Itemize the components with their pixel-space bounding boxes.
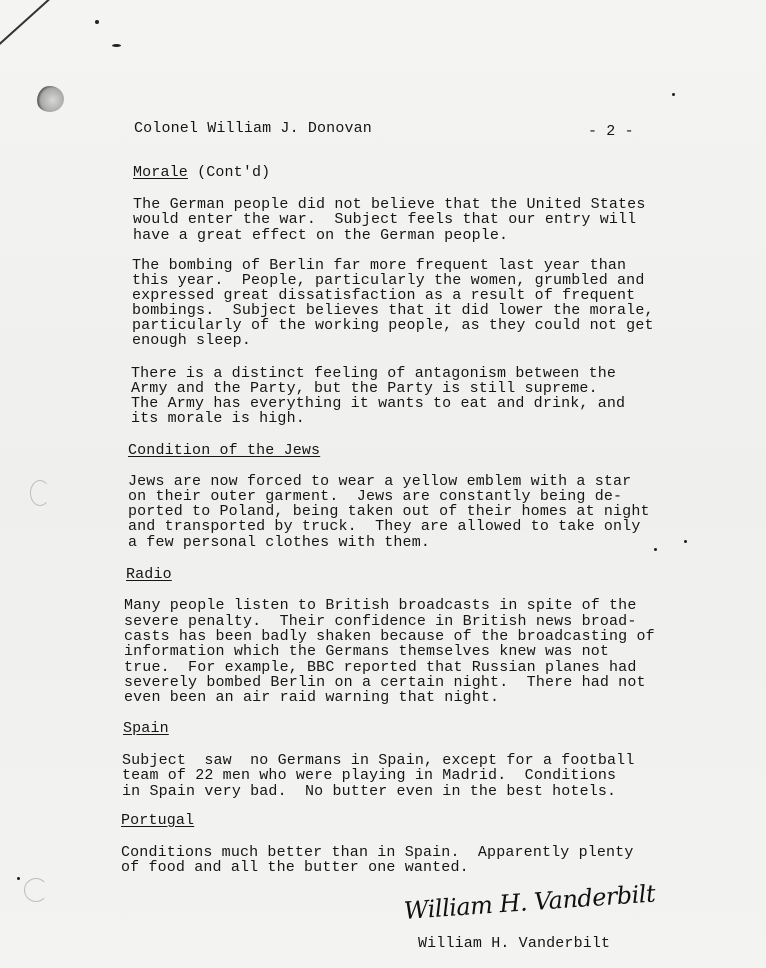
- text-line: even been an air raid warning that night.: [124, 689, 500, 706]
- section-heading-portugal: [121, 812, 194, 829]
- scan-speck: [654, 548, 657, 551]
- text-line: and transported by truck. They are allowed to take only: [128, 518, 641, 535]
- text-line: on their outer garment. Jews are constantly being de-: [128, 488, 623, 505]
- text-line: severely bombed Berlin on a certain night. There had not: [124, 674, 646, 691]
- section-heading-morale: [133, 164, 270, 181]
- text-line: of food and all the butter one wanted.: [121, 859, 469, 876]
- text-line: severe penalty. Their confidence in British news broad-: [124, 613, 637, 630]
- text-line: Many people listen to British broadcasts in spite of the: [124, 597, 637, 614]
- heading-suffix: (Cont'd): [187, 164, 271, 181]
- corner-fold-mark: [0, 0, 84, 50]
- text-line: There is a distinct feeling of antagonism between the: [131, 365, 617, 382]
- text-line: Army and the Party, but the Party is still supreme.: [131, 380, 598, 397]
- handwritten-signature: William H. Vanderbilt: [403, 879, 656, 925]
- text-line: The Army has everything it wants to eat and drink, and: [131, 395, 626, 412]
- section-heading-spain: [123, 720, 169, 737]
- section-heading-jews: [128, 442, 320, 459]
- text-line: information which the Germans themselves knew was not: [124, 643, 610, 660]
- text-line: in Spain very bad. No butter even in the best hotels.: [122, 783, 617, 800]
- text-line: bombings. Subject believes that it did lower the morale,: [132, 302, 654, 319]
- text-line: enough sleep.: [132, 332, 251, 349]
- scan-speck: [112, 44, 121, 47]
- scan-speck: [95, 20, 99, 24]
- text-line: this year. People, particularly the women, grumbled and: [132, 272, 645, 289]
- heading-text: Radio: [126, 566, 172, 583]
- text-line: would enter the war. Subject feels that our entry will: [133, 211, 637, 228]
- heading-text: Condition of the Jews: [128, 442, 321, 459]
- text-line: Subject saw no Germans in Spain, except for a football: [122, 752, 635, 769]
- recipient-line: Colonel William J. Donovan: [134, 120, 372, 137]
- text-line: its morale is high.: [131, 410, 305, 427]
- text-line: have a great effect on the German people.: [133, 227, 509, 244]
- heading-text: Morale: [133, 164, 188, 181]
- page-number: - 2 -: [588, 123, 634, 140]
- scan-speck: [672, 93, 675, 96]
- text-line: true. For example, BBC reported that Russian planes had: [124, 659, 637, 676]
- text-line: Jews are now forced to wear a yellow emblem with a star: [128, 473, 632, 490]
- text-line: Conditions much better than in Spain. Apparently plenty: [121, 844, 634, 861]
- heading-text: Spain: [123, 720, 169, 737]
- text-line: ported to Poland, being taken out of their homes at night: [128, 503, 650, 520]
- typed-signature-name: William H. Vanderbilt: [418, 935, 611, 952]
- text-line: a few personal clothes with them.: [128, 534, 430, 551]
- punch-hole: [36, 86, 64, 112]
- scan-speck: [17, 877, 20, 880]
- section-heading-radio: [126, 566, 172, 583]
- text-line: team of 22 men who were playing in Madrid. Conditions: [122, 767, 617, 784]
- text-line: The German people did not believe that the United States: [133, 196, 646, 213]
- text-line: casts has been badly shaken because of the broadcasting of: [124, 628, 655, 645]
- text-line: expressed great dissatisfaction as a result of frequent: [132, 287, 636, 304]
- text-line: The bombing of Berlin far more frequent last year than: [132, 257, 627, 274]
- scan-speck: [684, 540, 687, 543]
- scan-ring-mark: [24, 878, 48, 902]
- scan-ring-mark: [30, 480, 50, 506]
- text-line: particularly of the working people, as they could not get: [132, 317, 654, 334]
- heading-text: Portugal: [121, 812, 195, 829]
